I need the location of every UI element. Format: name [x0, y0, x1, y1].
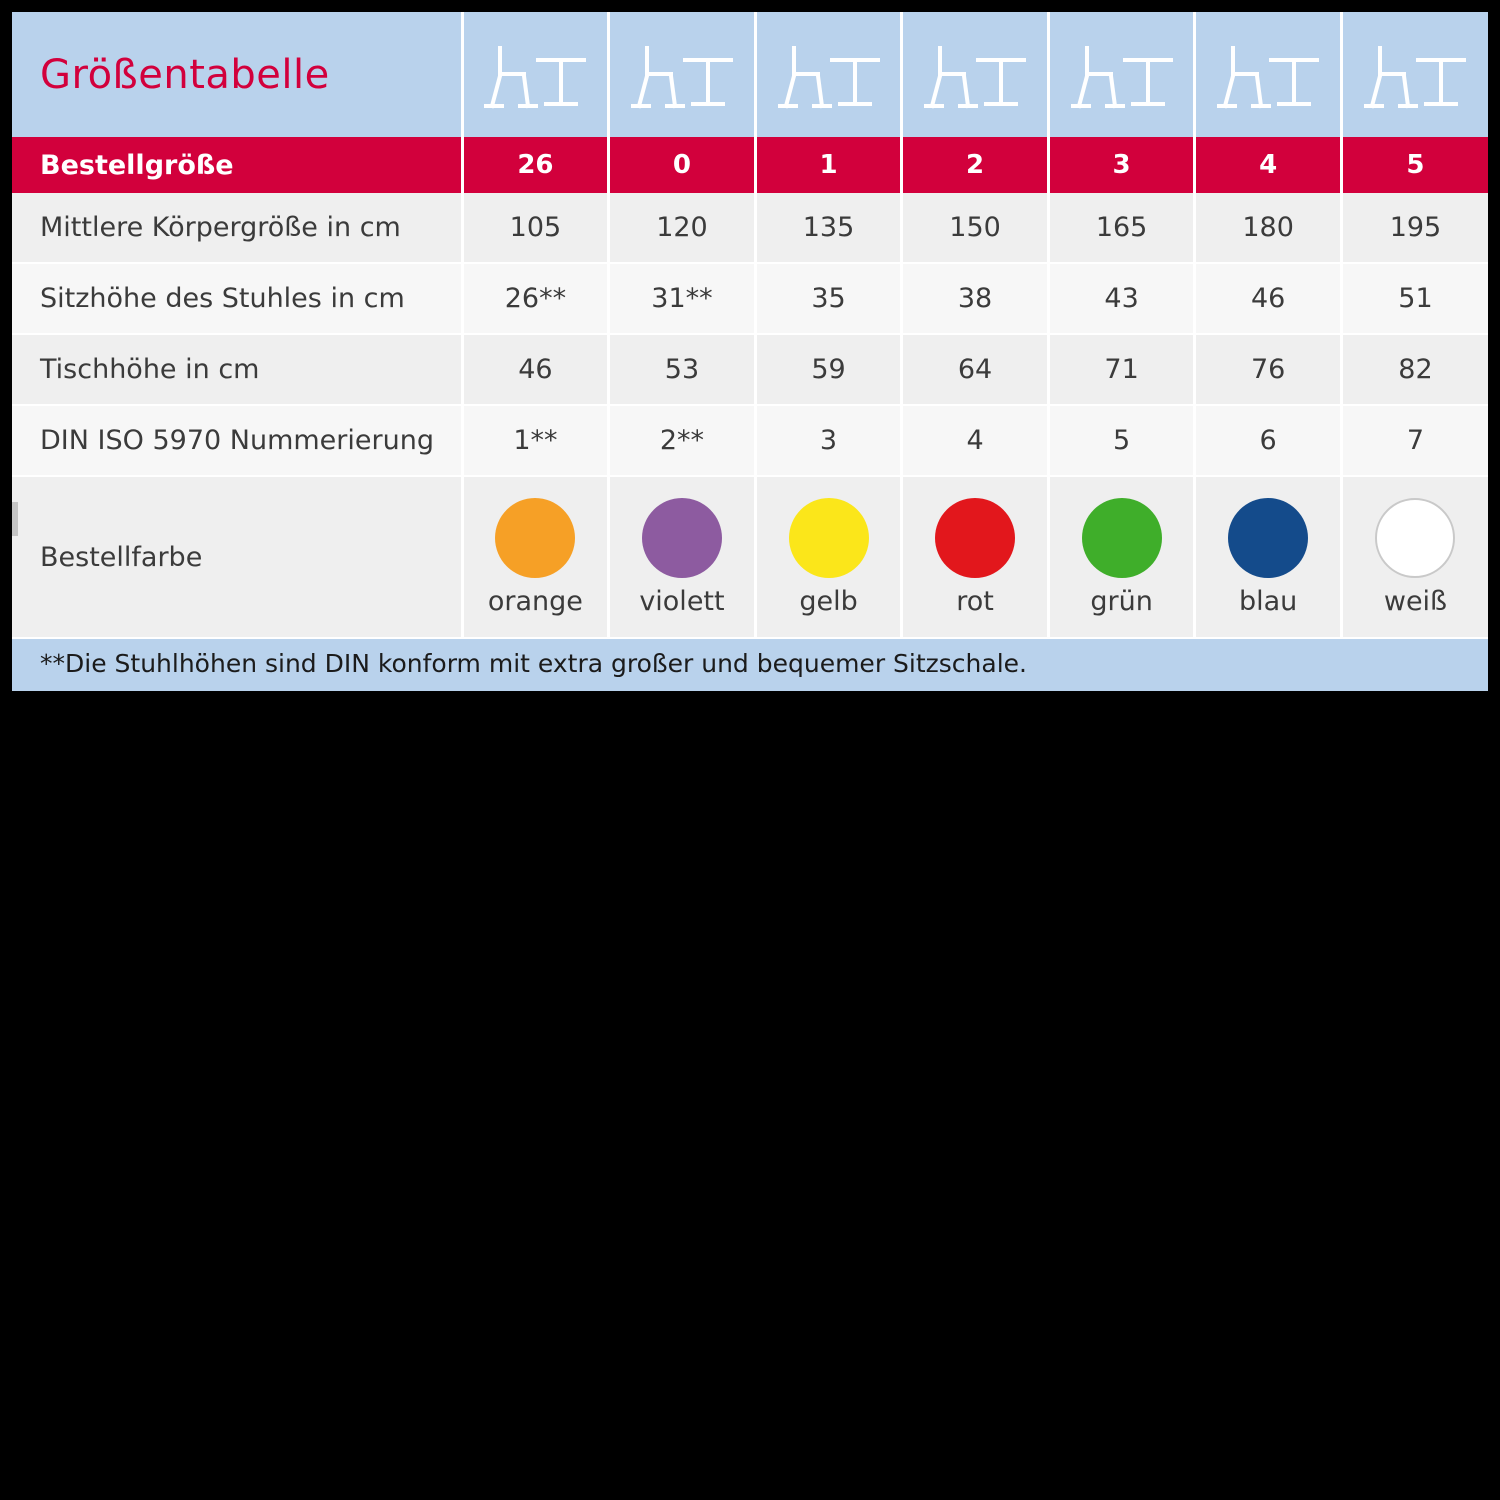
color-cell-orange	[462, 476, 609, 638]
cell-value: 180	[1195, 193, 1342, 263]
color-swatch-gelb	[789, 498, 869, 578]
color-swatch-weiss	[1375, 498, 1455, 578]
cell-value: 51	[1341, 263, 1488, 334]
color-name: violett	[639, 585, 725, 617]
order-size-label: Bestellgröße	[12, 137, 462, 193]
cell-value: 82	[1341, 334, 1488, 405]
color-name: blau	[1238, 585, 1298, 617]
size-table	[12, 12, 1488, 639]
order-size-value: 5	[1341, 137, 1488, 193]
table-header-row	[12, 12, 1488, 137]
page-title: Größentabelle	[40, 51, 330, 98]
cell-value: 120	[609, 193, 756, 263]
cell-value: 31**	[609, 263, 756, 334]
chair-desk-icon	[1360, 30, 1470, 116]
chair-icon-cell-2	[755, 12, 902, 137]
order-size-value: 0	[609, 137, 756, 193]
color-cell-gruen	[1048, 476, 1195, 638]
order-size-value: 4	[1195, 137, 1342, 193]
cell-value: 64	[902, 334, 1049, 405]
cell-value: 1**	[462, 405, 609, 476]
color-cell-weiss	[1341, 476, 1488, 638]
cell-value: 46	[1195, 263, 1342, 334]
color-cell-violett	[609, 476, 756, 638]
left-edge-tick	[12, 502, 18, 536]
cell-value: 7	[1341, 405, 1488, 476]
cell-value: 38	[902, 263, 1049, 334]
color-cell-gelb	[755, 476, 902, 638]
cell-value: 35	[755, 263, 902, 334]
table-row	[12, 334, 1488, 405]
row-label: Tischhöhe in cm	[12, 334, 462, 405]
chair-desk-icon	[480, 30, 590, 116]
chair-desk-icon	[1067, 30, 1177, 116]
table-row	[12, 193, 1488, 263]
chair-icon-cell-6	[1341, 12, 1488, 137]
table-row	[12, 405, 1488, 476]
order-size-row	[12, 137, 1488, 193]
chair-icon-cell-5	[1195, 12, 1342, 137]
footnote: **Die Stuhlhöhen sind DIN konform mit extra großer und bequemer Sitzschale.	[12, 639, 1488, 691]
row-label: Bestellfarbe	[12, 476, 462, 638]
color-name: weiß	[1383, 585, 1448, 617]
order-color-row	[12, 476, 1488, 638]
title-cell	[12, 12, 462, 137]
color-swatch-gruen	[1082, 498, 1162, 578]
color-swatch-blau	[1228, 498, 1308, 578]
color-name: orange	[487, 585, 583, 617]
color-name: rot	[956, 585, 994, 617]
row-label: DIN ISO 5970 Nummerierung	[12, 405, 462, 476]
cell-value: 4	[902, 405, 1049, 476]
cell-value: 26**	[462, 263, 609, 334]
order-size-value: 3	[1048, 137, 1195, 193]
cell-value: 5	[1048, 405, 1195, 476]
cell-value: 6	[1195, 405, 1342, 476]
order-size-value: 26	[462, 137, 609, 193]
table-row	[12, 263, 1488, 334]
cell-value: 76	[1195, 334, 1342, 405]
chair-desk-icon	[774, 30, 884, 116]
color-name: grün	[1090, 585, 1153, 617]
order-size-value: 2	[902, 137, 1049, 193]
cell-value: 195	[1341, 193, 1488, 263]
color-swatch-violett	[642, 498, 722, 578]
row-label: Mittlere Körpergröße in cm	[12, 193, 462, 263]
cell-value: 53	[609, 334, 756, 405]
chair-icon-cell-4	[1048, 12, 1195, 137]
chair-icon-cell-3	[902, 12, 1049, 137]
cell-value: 2**	[609, 405, 756, 476]
cell-value: 165	[1048, 193, 1195, 263]
cell-value: 3	[755, 405, 902, 476]
cell-value: 150	[902, 193, 1049, 263]
color-swatch-rot	[935, 498, 1015, 578]
chair-desk-icon	[1213, 30, 1323, 116]
cell-value: 105	[462, 193, 609, 263]
order-size-value: 1	[755, 137, 902, 193]
color-swatch-orange	[495, 498, 575, 578]
chair-desk-icon	[920, 30, 1030, 116]
cell-value: 71	[1048, 334, 1195, 405]
chair-icon-cell-1	[609, 12, 756, 137]
color-cell-rot	[902, 476, 1049, 638]
cell-value: 135	[755, 193, 902, 263]
cell-value: 43	[1048, 263, 1195, 334]
cell-value: 46	[462, 334, 609, 405]
cell-value: 59	[755, 334, 902, 405]
size-table-container	[12, 12, 1488, 691]
chair-desk-icon	[627, 30, 737, 116]
chair-icon-cell-0	[462, 12, 609, 137]
row-label: Sitzhöhe des Stuhles in cm	[12, 263, 462, 334]
color-name: gelb	[799, 585, 858, 617]
color-cell-blau	[1195, 476, 1342, 638]
